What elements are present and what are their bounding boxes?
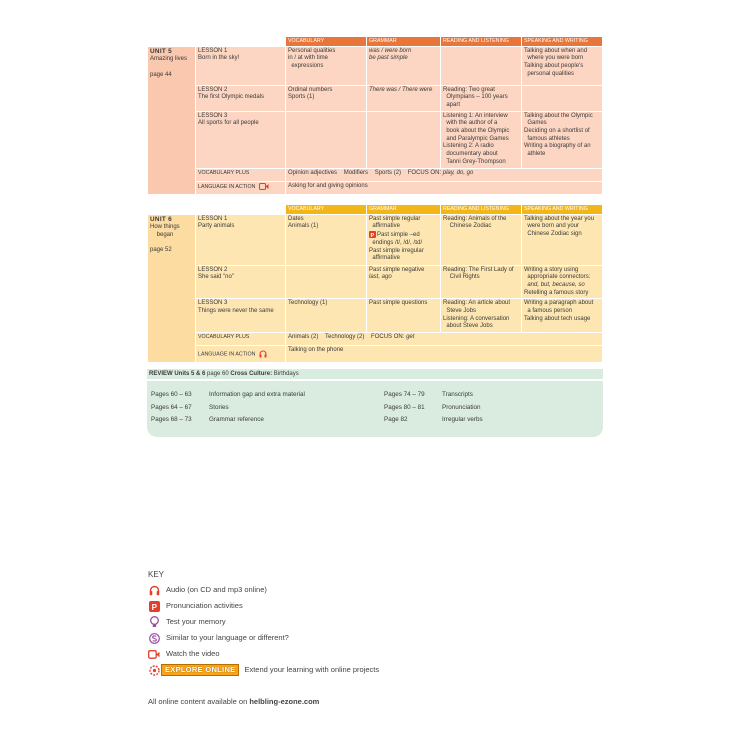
appendix-right (384, 389, 483, 427)
col-reading-listening: READING AND LISTENING (441, 37, 521, 46)
key-item-video: Watch the video (148, 646, 379, 662)
video-camera-icon (259, 183, 269, 190)
video-camera-icon (148, 648, 160, 660)
u5-lia: Asking for and giving opinions (286, 182, 602, 194)
site-link[interactable]: helbling-ezone.com (249, 697, 320, 706)
key-item-audio: Audio (on CD and mp3 online) (148, 582, 379, 598)
u6-lesson2: LESSON 2 She said "no" (196, 266, 285, 299)
appendix-item: Page 82 Irregular verbs (384, 416, 483, 423)
key-title: KEY (148, 570, 165, 579)
key-item-pronunciation: P Pronunciation activities (148, 598, 379, 614)
appendix-item: Pages 74 – 79 Transcripts (384, 391, 473, 398)
appendix-item: Pages 60 – 63 Information gap and extra material (151, 391, 305, 398)
u6-lia-label: LANGUAGE IN ACTION (196, 346, 285, 362)
col-grammar-u6: GRAMMAR (367, 205, 440, 214)
u5-lia-label: LANGUAGE IN ACTION (196, 182, 285, 194)
appendix-item: Pages 68 – 73 Grammar reference (151, 416, 264, 423)
u6-lesson1: LESSON 1 Party animals (196, 215, 285, 265)
memory-bulb-icon (148, 616, 160, 628)
key-legend (148, 570, 379, 678)
headphones-icon (259, 350, 267, 358)
appendix-item: Pages 64 – 67 Stories (151, 403, 229, 411)
u5-lesson2: LESSON 2 The first Olympic medals (196, 86, 285, 111)
u5-lesson3: LESSON 3 All sports for all people (196, 112, 285, 168)
col-reading-listening-u6: READING AND LISTENING (441, 205, 521, 214)
similar-language-icon (148, 632, 160, 644)
u6-lia: Talking on the phone (286, 346, 602, 362)
unit6-table: VOCABULARY GRAMMAR READING AND LISTENING SPEAKING AND WRITING UNIT 6 How things began page 52 LESSON 1 Party animals Dates Animals (1) Past simple regular affirmative P Past simple –ed endings /t/, /d/, /ɪd/ Past simple irregular affirmative Reading: Animals of the Chinese Zodiac Talking about the year you were born and your Chinese Zodiac sign LESSON 2 She said "no" Past simple negative last, ago Reading: The First Lady of Civil Rights Writing a story using appropriate connectors: and, but, because, so Retelling a famous story LESSON 3 Things were never the same Technology (1) Past simple questions Reading: An article about Steve Jobs Listening: A conversation about Steve Jobs Writing a paragraph about a famous person Talking about tech usage VOCABULARY PLUS Animals (2) Technology (2) FOCUS ON: get LANGUAGE IN ACTION Talking on the phone (147, 204, 603, 363)
appendix-panel (147, 381, 603, 437)
unit5-label: UNIT 5 Amazing lives page 44 (148, 47, 195, 194)
unit5-table: VOCABULARY GRAMMAR READING AND LISTENING SPEAKING AND WRITING UNIT 5 Amazing lives page 44 LESSON 1 Born in the sky! Personal qualities in / at with time expressions was / were born be past simple Talking about when and where you were born Talking about people's personal qualities LESSON 2 The first Olympic medals Ordinal numbers Sports (1) There was / There were Reading: Two great Olympians – 100 years apart LESSON 3 All sports for all people Listening 1: An interview with the author of a book about the Olympic and Paralympic Games Listening 2: A radio documentary about Tanni Grey-Thompson Talking about the Olympic Games Deciding on a shortlist of famous athletes Writing a biography of an athlete VOCABULARY PLUS Opinion adjectives Modifiers Sports (2) FOCUS ON: play, do, go LANGUAGE IN ACTION Asking for and giving opinions (147, 36, 603, 195)
explore-online-badge: EXPLORE ONLINE (161, 664, 239, 676)
u6-vocab-plus-label: VOCABULARY PLUS (196, 333, 285, 345)
col-vocabulary: VOCABULARY (286, 37, 366, 46)
key-item-explore: EXPLORE ONLINE Extend your learning with online projects (148, 662, 379, 678)
headphones-icon (148, 584, 160, 596)
col-speaking-writing-u6: SPEAKING AND WRITING (522, 205, 602, 214)
footer-note: All online content available on helbling-ezone.com (148, 697, 320, 706)
key-item-similar: Similar to your language or different? (148, 630, 379, 646)
key-item-memory: Test your memory (148, 614, 379, 630)
col-vocabulary-u6: VOCABULARY (286, 205, 366, 214)
u6-vocab-plus: Animals (2) Technology (2) FOCUS ON: get (286, 333, 602, 345)
u5-vocab-plus-label: VOCABULARY PLUS (196, 169, 285, 181)
u6-lesson3: LESSON 3 Things were never the same (196, 299, 285, 332)
col-speaking-writing: SPEAKING AND WRITING (522, 37, 602, 46)
unit6-label: UNIT 6 How things began page 52 (148, 215, 195, 363)
appendix-item: Pages 80 – 81 Pronunciation (384, 403, 481, 411)
u5-lesson1: LESSON 1 Born in the sky! (196, 47, 285, 85)
appendix-left (151, 389, 305, 427)
col-grammar: GRAMMAR (367, 37, 440, 46)
pronunciation-icon (369, 231, 376, 238)
review-bar: REVIEW Units 5 & 6 page 60 Cross Culture: Birthdays (147, 369, 603, 379)
svg-text:P: P (151, 602, 157, 612)
svg-text:P: P (370, 232, 375, 239)
explore-online-icon (148, 664, 160, 676)
pronunciation-icon (148, 600, 160, 612)
u5-vocab-plus: Opinion adjectives Modifiers Sports (2) FOCUS ON: play, do, go (286, 169, 602, 181)
